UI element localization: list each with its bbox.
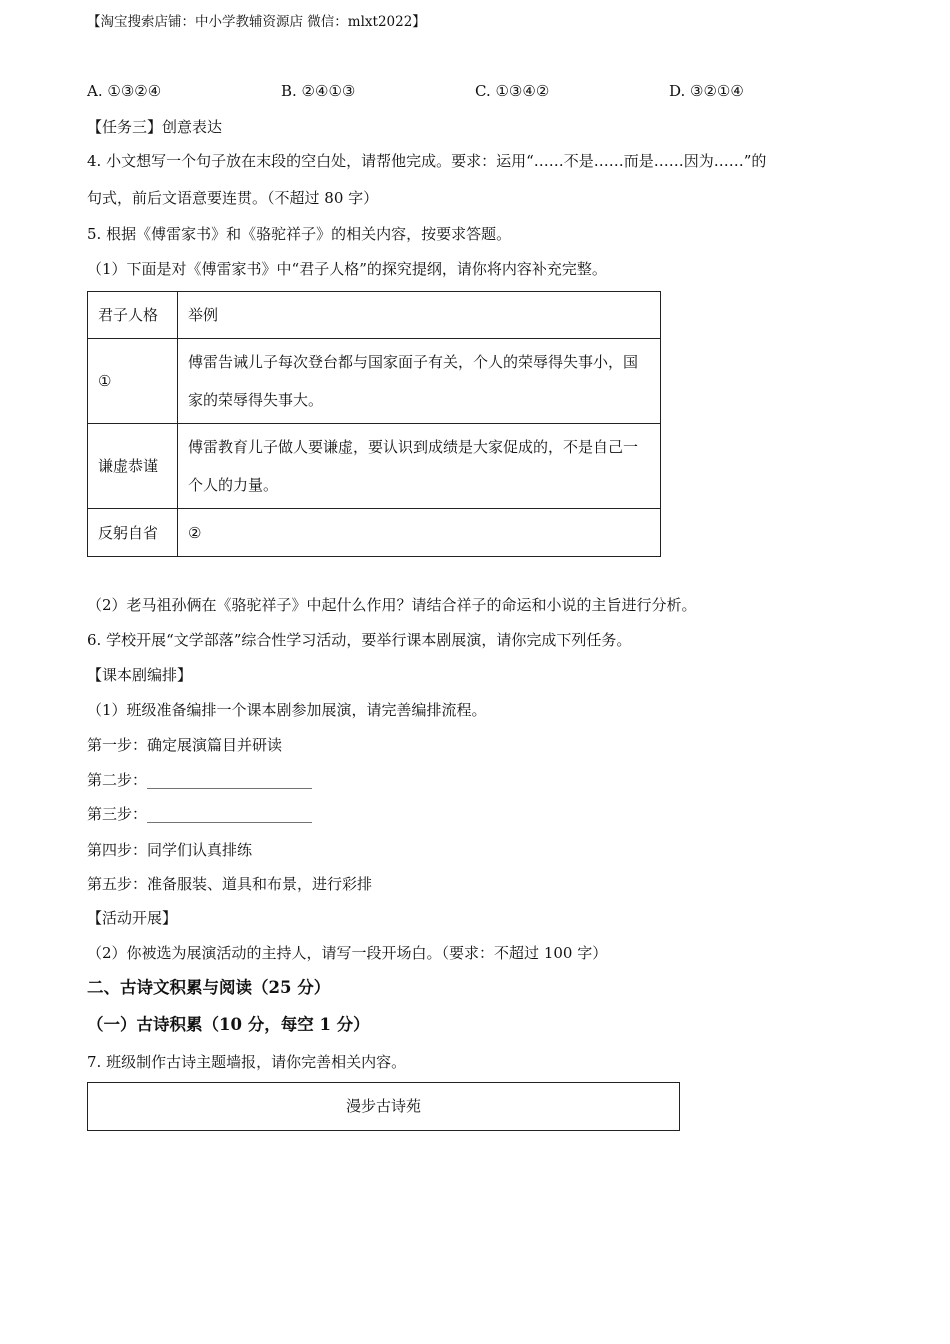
table-cell: 傅雷教育儿子做人要谦虚，要认识到成绩是大家促成的，不是自己一个人的力量。 (178, 424, 661, 509)
q6-1-text: （1）班级准备编排一个课本剧参加展演，请完善编排流程。 (87, 701, 487, 719)
table-cell: ① (88, 339, 178, 424)
q7-text: 7. 班级制作古诗主题墙报，请你完善相关内容。 (87, 1053, 407, 1071)
table-cell: 反躬自省 (88, 509, 178, 557)
q6-2-text: （2）你被选为展演活动的主持人，请写一段开场白。（要求：不超过 100 字） (87, 944, 608, 962)
poster-title: 漫步古诗苑 (345, 1097, 421, 1115)
step-2: 第二步：______________________ (87, 771, 313, 789)
activity-heading: 【活动开展】 (87, 909, 178, 927)
table-row (88, 509, 661, 557)
drama-heading: 【课本剧编排】 (87, 666, 193, 684)
option-d: D. ③②①④ (669, 82, 744, 100)
table-row (88, 424, 661, 509)
junzi-table (87, 291, 661, 557)
option-c: C. ①③④② (475, 82, 550, 100)
poster-box (87, 1082, 680, 1131)
section-2-1-title: （一）古诗积累（10 分，每空 1 分） (87, 1015, 370, 1034)
step-5: 第五步：准备服装、道具和布景，进行彩排 (87, 875, 373, 893)
q6-text: 6. 学校开展“文学部落”综合性学习活动，要举行课本剧展演，请你完成下列任务。 (87, 631, 632, 649)
step-4: 第四步：同学们认真排练 (87, 841, 253, 859)
option-b: B. ②④①③ (281, 82, 356, 100)
step-1: 第一步：确定展演篇目并研读 (87, 736, 283, 754)
table-header-row (88, 292, 661, 339)
q5-text: 5. 根据《傅雷家书》和《骆驼祥子》的相关内容，按要求答题。 (87, 225, 512, 243)
step-3: 第三步：______________________ (87, 805, 313, 823)
table-header-cell: 举例 (178, 292, 661, 339)
q4-line1: 4. 小文想写一个句子放在末段的空白处，请帮他完成。要求：运用“……不是……而是……因为……”的 (87, 152, 767, 170)
table-cell: 谦虚恭谨 (88, 424, 178, 509)
q4-line2: 句式，前后文语意要连贯。（不超过 80 字） (87, 189, 379, 207)
option-a: A. ①③②④ (87, 82, 162, 100)
q5-1-text: （1）下面是对《傅雷家书》中“君子人格”的探究提纲，请你将内容补充完整。 (87, 260, 607, 278)
table-cell: ② (178, 509, 661, 557)
q5-2-text: （2）老马祖孙俩在《骆驼祥子》中起什么作用？请结合祥子的命运和小说的主旨进行分析。 (87, 596, 697, 614)
task3-heading: 【任务三】创意表达 (87, 118, 223, 136)
table-header-cell: 君子人格 (88, 292, 178, 339)
header-watermark: 【淘宝搜索店铺：中小学教辅资源店 微信：mlxt2022】 (87, 14, 426, 30)
section-2-title: 二、古诗文积累与阅读（25 分） (87, 978, 331, 997)
table-row (88, 339, 661, 424)
table-cell: 傅雷告诫儿子每次登台都与国家面子有关，个人的荣辱得失事小，国家的荣辱得失事大。 (178, 339, 661, 424)
